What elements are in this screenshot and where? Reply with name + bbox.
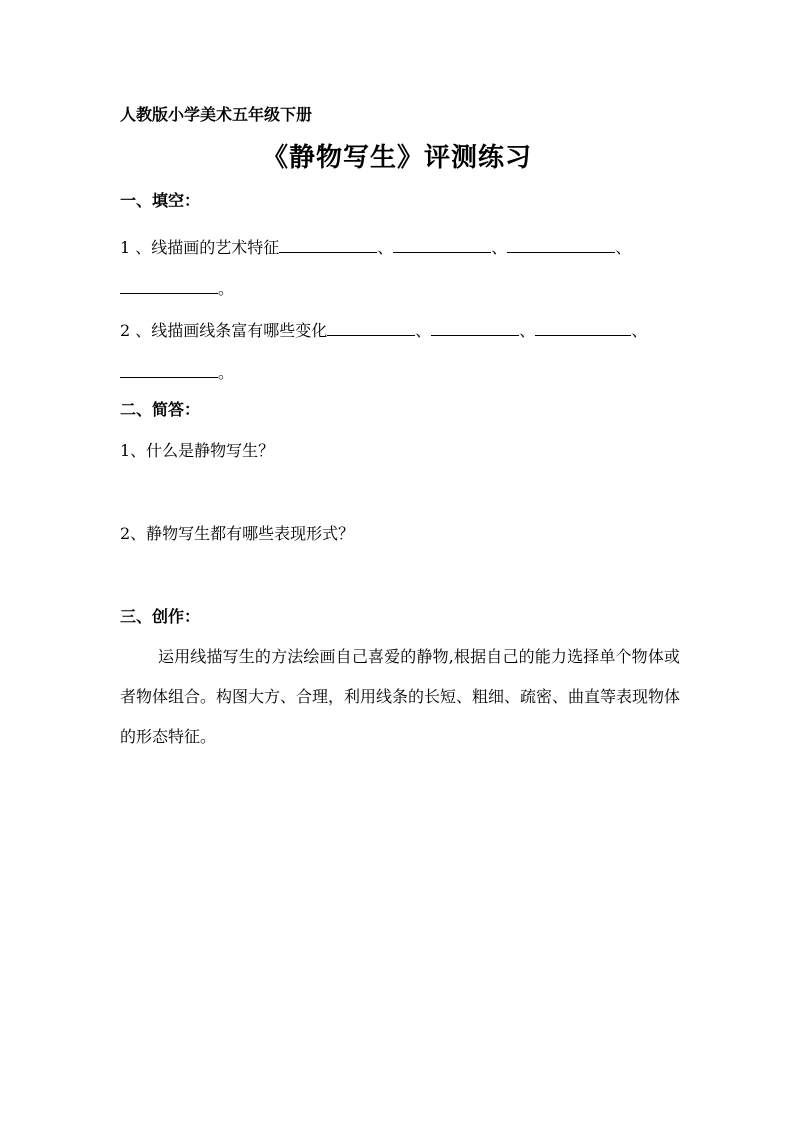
fill-question-2-text: 2 、线描画线条富有哪些变化	[120, 321, 328, 340]
answer-blank[interactable]	[393, 236, 491, 253]
fill-question-1	[120, 236, 631, 256]
section-fill-heading: 一、填空：	[120, 191, 201, 210]
period: 。	[218, 279, 235, 298]
fill-question-1-continued	[120, 277, 234, 297]
answer-blank[interactable]	[535, 319, 631, 336]
worksheet-title: 《静物写生》评测练习	[261, 143, 532, 173]
answer-blank[interactable]	[120, 361, 218, 378]
separator: 、	[377, 238, 394, 257]
short-answer-question-1: 1、什么是静物写生？	[120, 441, 275, 460]
period: 。	[218, 363, 235, 382]
course-header: 人教版小学美术五年级下册	[120, 105, 313, 124]
answer-blank[interactable]	[431, 319, 519, 336]
separator: 、	[491, 238, 508, 257]
separator: 、	[519, 321, 536, 340]
short-answer-question-2: 2、静物写生都有哪些表现形式？	[120, 524, 355, 543]
answer-blank[interactable]	[327, 319, 415, 336]
separator: 、	[615, 238, 632, 257]
separator: 、	[631, 321, 648, 340]
answer-blank[interactable]	[279, 236, 377, 253]
fill-question-1-text: 1 、线描画的艺术特征	[120, 238, 280, 257]
separator: 、	[415, 321, 432, 340]
fill-question-2-continued	[120, 361, 234, 381]
section-create-heading: 三、创作：	[120, 607, 201, 626]
fill-question-2	[120, 319, 647, 339]
answer-blank[interactable]	[120, 277, 218, 294]
answer-blank[interactable]	[507, 236, 615, 253]
create-instructions: 运用线描写生的方法绘画自己喜爱的静物,根据自己的能力选择单个物体或者物体组合。构图大方、合理，利用线条的长短、粗细、疏密、曲直等表现物体的形态特征。	[120, 647, 681, 746]
section-short-answer-heading: 二、简答：	[120, 400, 201, 419]
